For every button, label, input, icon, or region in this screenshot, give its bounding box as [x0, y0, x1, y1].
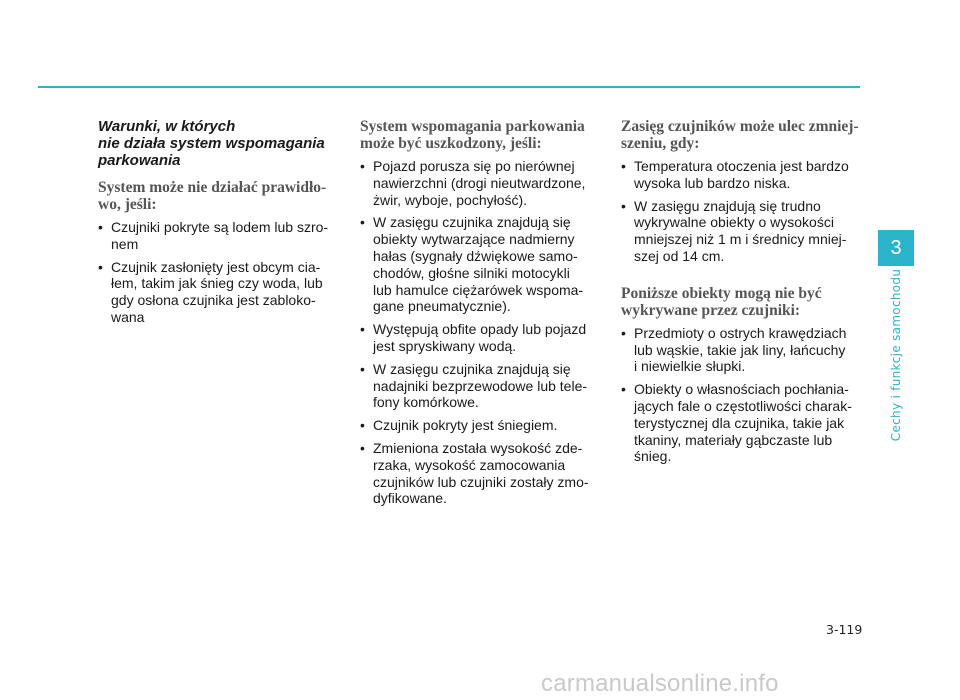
list-item: • W zasięgu znajdują się trudno wykrywalne obiekty o wysokości mniejszej niż 1 m i średnicy mniej- szej od 14 cm. — [621, 198, 861, 265]
list-item: • Występują obfite opady lub pojazd jest spryskiwany wodą. — [360, 321, 600, 355]
list-item: • W zasięgu czujnika znajdują się nadajniki bezprzewodowe lub tele- fony komórkowe. — [360, 361, 600, 411]
list-item: • Czujnik zasłonięty jest obcym cia- łem, takim jak śnieg czy woda, lub gdy osłona czujnika jest zabloko- wana — [98, 259, 338, 326]
list-item: • Temperatura otoczenia jest bardzo wysoka lub bardzo niska. — [621, 158, 861, 192]
list-item: • Pojazd porusza się po nierównej nawierzchni (drogi nieutwardzone, żwir, wyboje, pochyłość). — [360, 158, 600, 208]
bullet-list-col1 — [98, 219, 338, 326]
column-2 — [360, 118, 600, 513]
top-divider — [38, 86, 860, 88]
chapter-number: 3 — [890, 236, 902, 259]
subheading-may-not-work: System może nie działać prawidło- wo, jeśli: — [98, 179, 327, 213]
list-item: • Przedmioty o ostrych krawędziach lub wąskie, takie jak liny, łańcuchy i niewielkie słupki. — [621, 325, 861, 375]
watermark: carmanualsonline.info — [541, 670, 779, 697]
page-number: 3-119 — [826, 622, 863, 637]
bullet-list-col3a — [621, 158, 861, 265]
list-item: • Czujniki pokryte są lodem lub szro- nem — [98, 219, 338, 253]
chapter-title-vertical: Cechy i funkcje samochodu — [889, 268, 903, 442]
chapter-tab — [878, 230, 914, 266]
list-item: • W zasięgu czujnika znajdują się obiekty wytwarzające nadmierny hałas (sygnały dźwiękowe samo- chodów, głośne silniki motocykli lub hamulce ciężarówek wspoma- gane pneumatycznie). — [360, 214, 600, 315]
column-1 — [98, 118, 338, 332]
section-heading-conditions: Warunki, w których nie działa system wspomagania parkowania — [98, 118, 325, 169]
subheading-range-reduced: Zasięg czujników może ulec zmniej- szeniu, gdy: — [621, 118, 859, 152]
column-3 — [621, 118, 861, 471]
subheading-not-detected: Poniższe obiekty mogą nie być wykrywane przez czujniki: — [621, 284, 822, 319]
bullet-list-col2 — [360, 158, 600, 507]
list-item: • Zmieniona została wysokość zde- rzaka, wysokość zamocowania czujników lub czujniki zostały zmo- dyfikowane. — [360, 440, 600, 507]
list-item: • Obiekty o własnościach pochłania- jących fale o częstotliwości charak- terystycznej dla czujnika, takie jak tkaniny, materiały gąbczaste lub śnieg. — [621, 381, 861, 465]
subheading-may-be-damaged: System wspomagania parkowania może być uszkodzony, jeśli: — [360, 118, 585, 152]
list-item: • Czujnik pokryty jest śniegiem. — [360, 417, 600, 434]
bullet-list-col3b — [621, 325, 861, 465]
